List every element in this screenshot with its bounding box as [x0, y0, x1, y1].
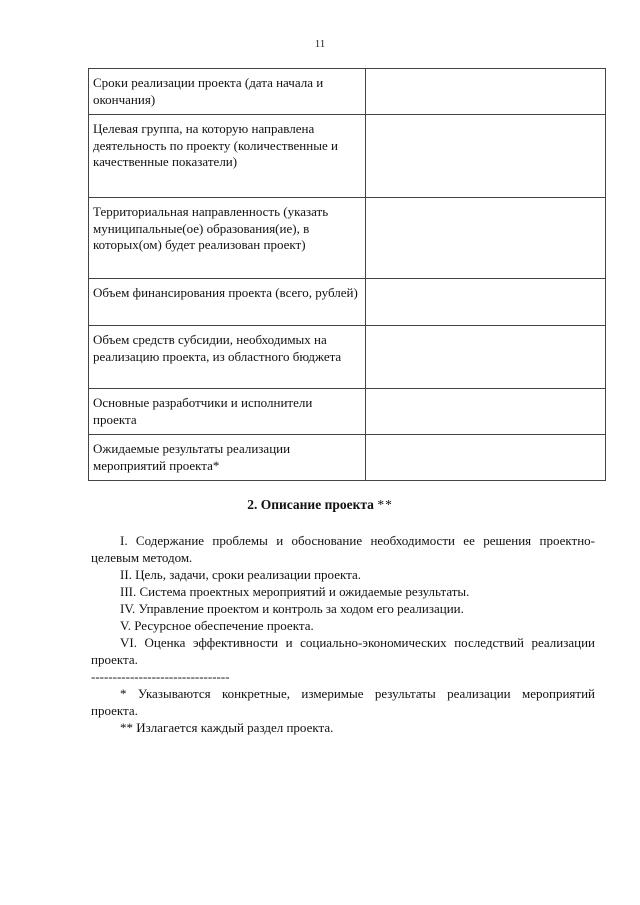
table-row	[89, 69, 606, 115]
row-label: Целевая группа, на которую направлена деятельность по проекту (количественные и качественные показатели)	[89, 115, 366, 198]
footnote-separator: --------------------------------	[91, 669, 230, 684]
table-row	[89, 198, 606, 279]
section-item: IV. Управление проектом и контроль за ходом его реализации.	[120, 601, 464, 616]
row-label: Территориальная направленность (указать муниципальные(ое) образования(ие), в которых(ом) будет реализован проект)	[89, 198, 366, 279]
row-label: Сроки реализации проекта (дата начала и окончания)	[89, 69, 366, 115]
project-passport-table	[88, 68, 606, 481]
table-row	[89, 279, 606, 326]
section-heading	[0, 497, 640, 513]
row-value	[366, 69, 606, 115]
row-value	[366, 198, 606, 279]
row-value	[366, 435, 606, 481]
section-title: 2. Описание проекта	[247, 497, 374, 512]
section-item: V. Ресурсное обеспечение проекта.	[120, 618, 314, 633]
row-label: Объем средств субсидии, необходимых на реализацию проекта, из областного бюджета	[89, 326, 366, 389]
row-value	[366, 389, 606, 435]
table-row	[89, 435, 606, 481]
section-body	[91, 532, 595, 736]
row-label: Основные разработчики и исполнители проекта	[89, 389, 366, 435]
row-label: Объем финансирования проекта (всего, рублей)	[89, 279, 366, 326]
table-row	[89, 115, 606, 198]
page-number: 11	[314, 38, 326, 50]
row-value	[366, 279, 606, 326]
section-title-mark: **	[377, 497, 393, 512]
section-item: I. Содержание проблемы и обоснование необходимости ее решения проектно-целевым методом.	[91, 533, 595, 565]
row-value	[366, 115, 606, 198]
footnote: ** Излагается каждый раздел проекта.	[120, 720, 334, 735]
row-value	[366, 326, 606, 389]
section-item: II. Цель, задачи, сроки реализации проекта.	[120, 567, 361, 582]
section-item: III. Система проектных мероприятий и ожидаемые результаты.	[120, 584, 470, 599]
table-row	[89, 326, 606, 389]
footnote: * Указываются конкретные, измеримые результаты реализации мероприятий проекта.	[91, 686, 595, 718]
table-row	[89, 389, 606, 435]
section-item: VI. Оценка эффективности и социально-экономических последствий реализации проекта.	[91, 635, 595, 667]
row-label: Ожидаемые результаты реализации мероприятий проекта*	[89, 435, 366, 481]
